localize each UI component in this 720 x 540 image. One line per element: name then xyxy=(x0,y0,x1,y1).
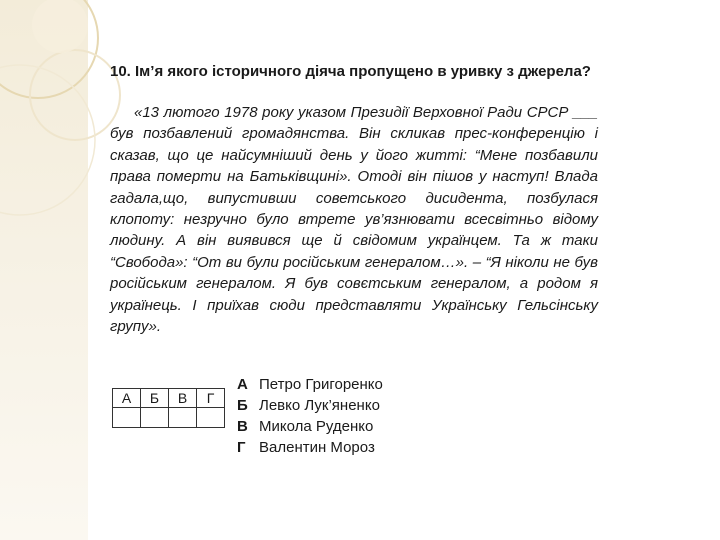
answer-grid xyxy=(112,388,225,428)
answer-cell-b[interactable] xyxy=(141,408,169,428)
answer-cell-a[interactable] xyxy=(113,408,141,428)
option-text: Левко Лук’яненко xyxy=(259,397,380,414)
answer-options xyxy=(237,374,383,458)
option-text: Микола Руденко xyxy=(259,418,374,435)
option-letter: В xyxy=(237,418,248,435)
option-item xyxy=(237,416,383,437)
answer-cell-v[interactable] xyxy=(169,408,197,428)
answer-grid-letter: В xyxy=(169,389,197,408)
answer-grid-letter: А xyxy=(113,389,141,408)
option-item xyxy=(237,395,383,416)
option-item xyxy=(237,437,383,458)
answer-grid-letter: Г xyxy=(197,389,225,408)
option-letter: А xyxy=(237,376,248,393)
option-text: Петро Григоренко xyxy=(259,376,383,393)
option-item xyxy=(237,374,383,395)
question-text: 10. Ім’я якого історичного діяча пропущено в уривку з джерела? xyxy=(110,63,591,80)
option-letter: Б xyxy=(237,397,248,414)
answer-grid-marks xyxy=(113,408,225,428)
answer-grid-letter: Б xyxy=(141,389,169,408)
answer-grid-header xyxy=(113,389,225,408)
source-quote: «13 лютого 1978 року указом Президії Верховної Ради СРСР ___ був позбавлений громадянства. Він скликав прес-конференцію і сказав, що це найсумніший день у його житті: “Мене позбавили права померти на Батьківщині». Отоді він пішов у наступ! Влада гадала,що, випустивши советського дисидента, позбулася клопоту: незручно було втрете ув’язнювати всесвітньо відому людину. А він виявився ще й свідомим українцем. Та ж таки “Свобода»: “От ви були російським генералом…». – “Я ніколи не був російським генералом. Я був совєтським генералом, а родом я українець. І приїхав сюди представляти Українську Гельсінську групу». xyxy=(110,104,598,336)
option-letter: Г xyxy=(237,439,246,456)
option-text: Валентин Мороз xyxy=(259,439,375,456)
answer-cell-g[interactable] xyxy=(197,408,225,428)
